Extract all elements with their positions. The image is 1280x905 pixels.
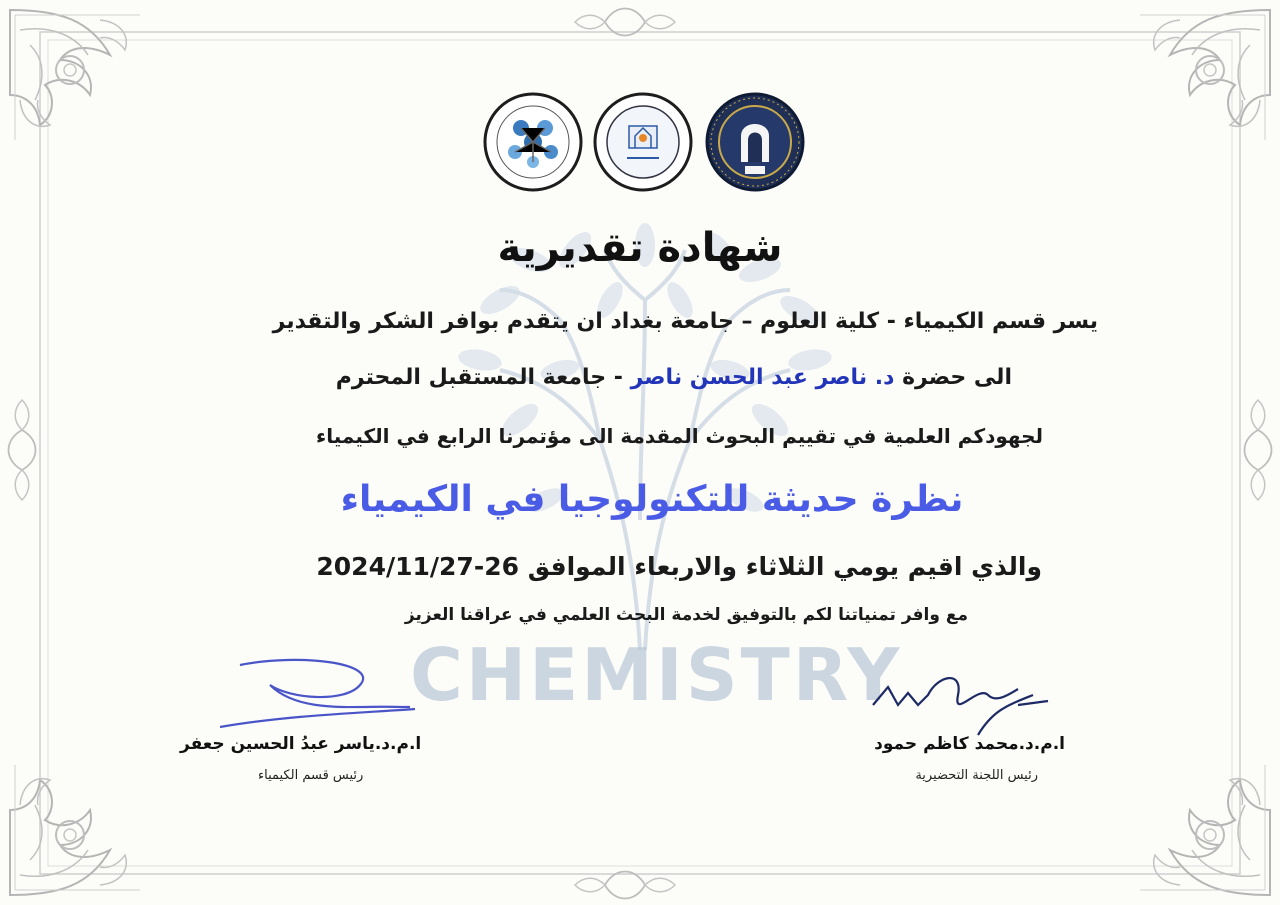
efforts-line: لجهودكم العلمية في تقييم البحوث المقدمة الى مؤتمرنا الرابع في الكيمياء: [316, 424, 1043, 448]
recipient-line: [336, 360, 1012, 396]
logos-row: [475, 92, 815, 192]
conference-title-line: [0, 472, 1280, 528]
right-signatory-name: ا.م.د.محمد كاظم حمود: [874, 734, 1065, 754]
recipient-name: د. ناصر عبد الحسن ناصر: [630, 365, 895, 390]
right-signatory-role: رئيس اللجنة التحضيرية: [915, 768, 1038, 783]
intro-line: يسر قسم الكيمياء - كلية العلوم – جامعة بغداد ان يتقدم بوافر الشكر والتقدير: [272, 309, 1098, 334]
chemistry-watermark: CHEMISTRY: [410, 633, 903, 717]
date-line: والذي اقيم يومي الثلاثاء والاربعاء الموافق 26-2024/11/27: [316, 552, 1042, 581]
left-signatory-role: رئيس قسم الكيمياء: [258, 768, 364, 783]
conference-title: نظرة حديثة للتكنولوجيا في الكيمياء: [340, 479, 964, 520]
left-signature: [210, 655, 420, 735]
certificate-title: شهادة تقديرية: [497, 225, 783, 271]
recipient-prefix: الى حضرة: [902, 365, 1012, 390]
college-of-science-logo: [595, 94, 691, 190]
recipient-affiliation: - جامعة المستقبل المحترم: [335, 365, 623, 390]
wishes-line: مع وافر تمنياتنا لكم بالتوفيق لخدمة البحث العلمي في عراقنا العزيز: [404, 605, 968, 625]
right-signature: [868, 665, 1058, 745]
left-signatory-name: ا.م.د.ياسر عبدُ الحسين جعفر: [180, 734, 422, 754]
university-of-baghdad-logo: [707, 94, 803, 190]
chemistry-department-logo: [485, 94, 581, 190]
